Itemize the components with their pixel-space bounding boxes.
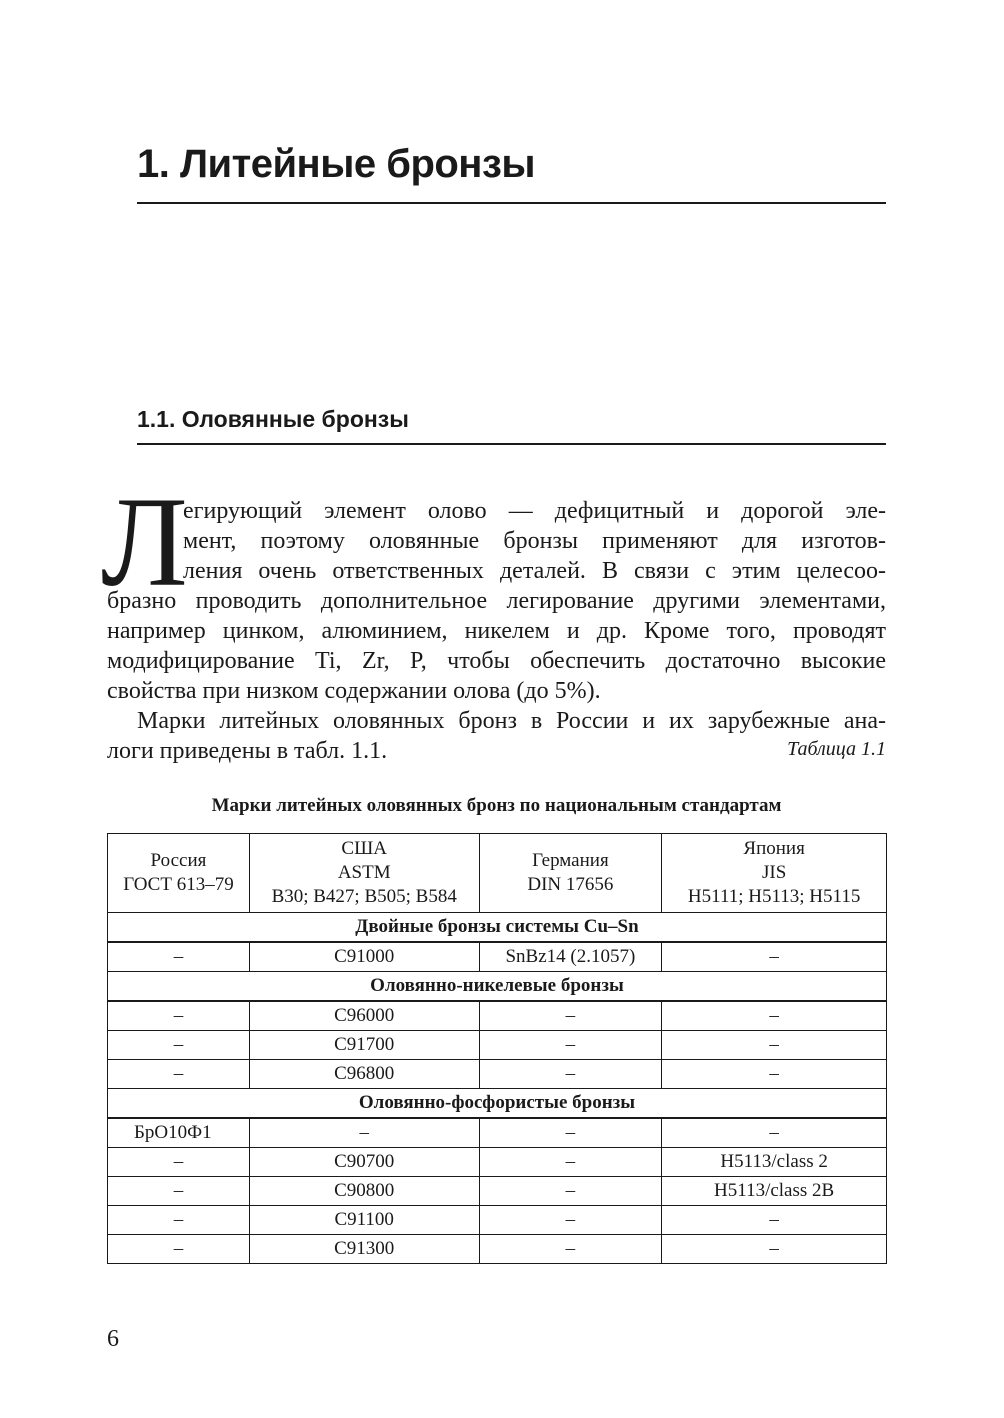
table-row (108, 942, 887, 972)
column-header (662, 834, 887, 913)
table-label: Таблица 1.1 (787, 738, 886, 760)
table-cell: – (108, 1148, 250, 1177)
body-text (101, 471, 886, 766)
table-cell: C90700 (249, 1148, 479, 1177)
table-cell: – (249, 1118, 479, 1148)
table-cell: – (479, 1118, 662, 1148)
table-row (108, 1031, 887, 1060)
group-header-row (108, 913, 887, 943)
table-cell: – (108, 1235, 250, 1264)
text-line: мент, поэтому оловянные бронзы применяют для изготов- (183, 528, 886, 554)
table-cell: – (479, 1031, 662, 1060)
column-header-line: JIS (761, 862, 787, 883)
table-cell: – (479, 1206, 662, 1235)
text-line: модифицирование Ti, Zr, P, чтобы обеспечить достаточно высокие (107, 648, 886, 674)
table-row (108, 1001, 887, 1031)
table-row (108, 1060, 887, 1089)
table-row (108, 1206, 887, 1235)
table-row (108, 1235, 887, 1264)
table-cell: – (662, 1031, 887, 1060)
text-line: Марки литейных оловянных бронз в России и их зарубежные ана- (137, 708, 886, 734)
table-cell: H5113/class 2B (662, 1177, 887, 1206)
table-cell: C91000 (249, 942, 479, 972)
section-title: 1.1. Оловянные бронзы (137, 406, 409, 432)
text-line: ления очень ответственных деталей. В связи с этим целесоо- (183, 558, 886, 584)
table-cell: – (662, 1235, 887, 1264)
table-cell: C96000 (249, 1001, 479, 1031)
table-cell: – (479, 1148, 662, 1177)
group-header-row (108, 1089, 887, 1119)
text-line: например цинком, алюминием, никелем и др. Кроме того, проводят (107, 618, 886, 644)
table-cell: C96800 (249, 1060, 479, 1089)
column-header-line: США (341, 838, 387, 859)
table-cell: – (479, 1177, 662, 1206)
table-cell: – (108, 1206, 250, 1235)
table-cell: – (662, 942, 887, 972)
table-cell: C91300 (249, 1235, 479, 1264)
text-line: свойства при низком содержании олова (до 5%). (107, 678, 601, 704)
column-header-line: Япония (743, 838, 805, 859)
page-number: 6 (107, 1326, 119, 1352)
table-header-row (108, 834, 887, 913)
group-header-row (108, 972, 887, 1002)
text-line: логи приведены в табл. 1.1. (107, 738, 388, 764)
table-cell: – (108, 942, 250, 972)
text-line: егирующий элемент олово — дефицитный и дорогой эле- (183, 498, 886, 524)
table-cell: H5113/class 2 (662, 1148, 887, 1177)
chapter-title: 1. Литейные бронзы (137, 142, 536, 186)
section-rule (137, 443, 886, 445)
table-cell: – (108, 1177, 250, 1206)
table-cell: – (479, 1001, 662, 1031)
column-header (249, 834, 479, 913)
table-cell: БрО10Ф1 (108, 1118, 250, 1148)
column-header (108, 834, 250, 913)
column-header-line: Россия (150, 850, 207, 871)
text-line: бразно проводить дополнительное легирование другими элементами, (107, 588, 886, 614)
table-row (108, 1148, 887, 1177)
table-cell: – (479, 1060, 662, 1089)
column-header-line: H5111; H5113; H5115 (687, 886, 861, 907)
table-cell: – (108, 1031, 250, 1060)
table-cell: – (108, 1001, 250, 1031)
table-cell: – (479, 1235, 662, 1264)
group-title: Двойные бронзы системы Cu–Sn (108, 913, 887, 943)
table-cell: C91100 (249, 1206, 479, 1235)
chapter-rule (137, 202, 886, 204)
table-row (108, 1177, 887, 1206)
column-header-line: B30; B427; B505; B584 (271, 886, 457, 907)
table-cell: – (662, 1060, 887, 1089)
table-cell: C90800 (249, 1177, 479, 1206)
column-header-line: Германия (532, 850, 609, 871)
drop-cap: Л (101, 471, 188, 613)
table-cell: – (662, 1001, 887, 1031)
table-title: Марки литейных оловянных бронз по национальным стандартам (211, 795, 782, 816)
group-title: Оловянно-фосфористые бронзы (108, 1089, 887, 1119)
group-title: Оловянно-никелевые бронзы (108, 972, 887, 1002)
column-header (479, 834, 662, 913)
table-cell: – (662, 1118, 887, 1148)
bronze-grades-table (107, 833, 887, 1264)
table-cell: C91700 (249, 1031, 479, 1060)
table-cell: – (662, 1206, 887, 1235)
column-header-line: ASTM (337, 862, 391, 883)
table-cell: SnBz14 (2.1057) (479, 942, 662, 972)
column-header-line: ГОСТ 613–79 (123, 874, 234, 895)
table-row (108, 1118, 887, 1148)
column-header-line: DIN 17656 (527, 874, 614, 895)
table-cell: – (108, 1060, 250, 1089)
